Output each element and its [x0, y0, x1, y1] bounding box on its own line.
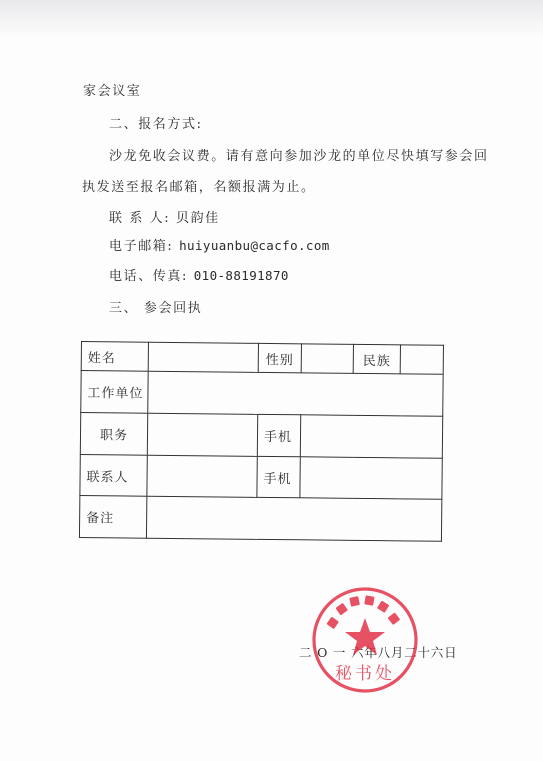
contact-label: 联系人 [80, 454, 147, 496]
seal-star-icon [345, 618, 385, 655]
mobile-value-cell-1[interactable] [300, 415, 442, 458]
gender-value-cell[interactable] [301, 344, 353, 374]
phone-line [109, 265, 289, 284]
section-2-title: 二、报名方式: [109, 117, 203, 132]
venue-line-end: 家会议室 [83, 84, 142, 99]
mobile-value-cell-2[interactable] [300, 457, 442, 499]
email-line [109, 235, 330, 254]
issue-date: 二 O 一 六年八月二十六日 [299, 645, 458, 660]
position-value-cell[interactable] [147, 413, 257, 456]
name-label: 姓名 [81, 342, 148, 372]
section-3-title: 三、 参会回执 [109, 301, 203, 316]
official-seal [310, 585, 420, 695]
mobile-label-1: 手机 [257, 414, 300, 456]
table-row [81, 342, 443, 375]
paragraph-line-2: 执发送至报名邮箱，名额报满为止。 [82, 180, 316, 195]
contact-person: 联 系 人: 贝韵佳 [109, 211, 220, 226]
mobile-label-2: 手机 [257, 456, 300, 497]
position-label: 职务 [80, 413, 147, 456]
table-row [79, 495, 441, 541]
scan-shadow [0, 0, 543, 40]
registration-form-table [79, 341, 444, 542]
name-value-cell[interactable] [148, 342, 258, 372]
table-row [80, 454, 442, 499]
email-value: huiyuanbu@cacfo.com [179, 238, 330, 253]
paragraph-line-1: 沙龙免收会议费。请有意向参加沙龙的单位尽快填写参会回 [109, 149, 489, 164]
phone-value: 010-88191870 [193, 268, 289, 283]
ethnicity-label: 民族 [353, 344, 400, 373]
seal-bottom-text: 秘书处 [335, 664, 395, 684]
gender-label: 性别 [258, 343, 301, 372]
work-unit-value-cell[interactable] [148, 371, 443, 416]
remarks-value-cell[interactable] [146, 496, 441, 541]
table-row [81, 371, 443, 417]
work-unit-label: 工作单位 [81, 371, 148, 414]
email-label: 电子邮箱: [109, 239, 180, 254]
contact-value-cell[interactable] [147, 455, 257, 497]
table-row [80, 413, 442, 459]
phone-label: 电话、传真: [109, 269, 194, 284]
remarks-label: 备注 [79, 495, 146, 538]
ethnicity-value-cell[interactable] [400, 345, 443, 374]
